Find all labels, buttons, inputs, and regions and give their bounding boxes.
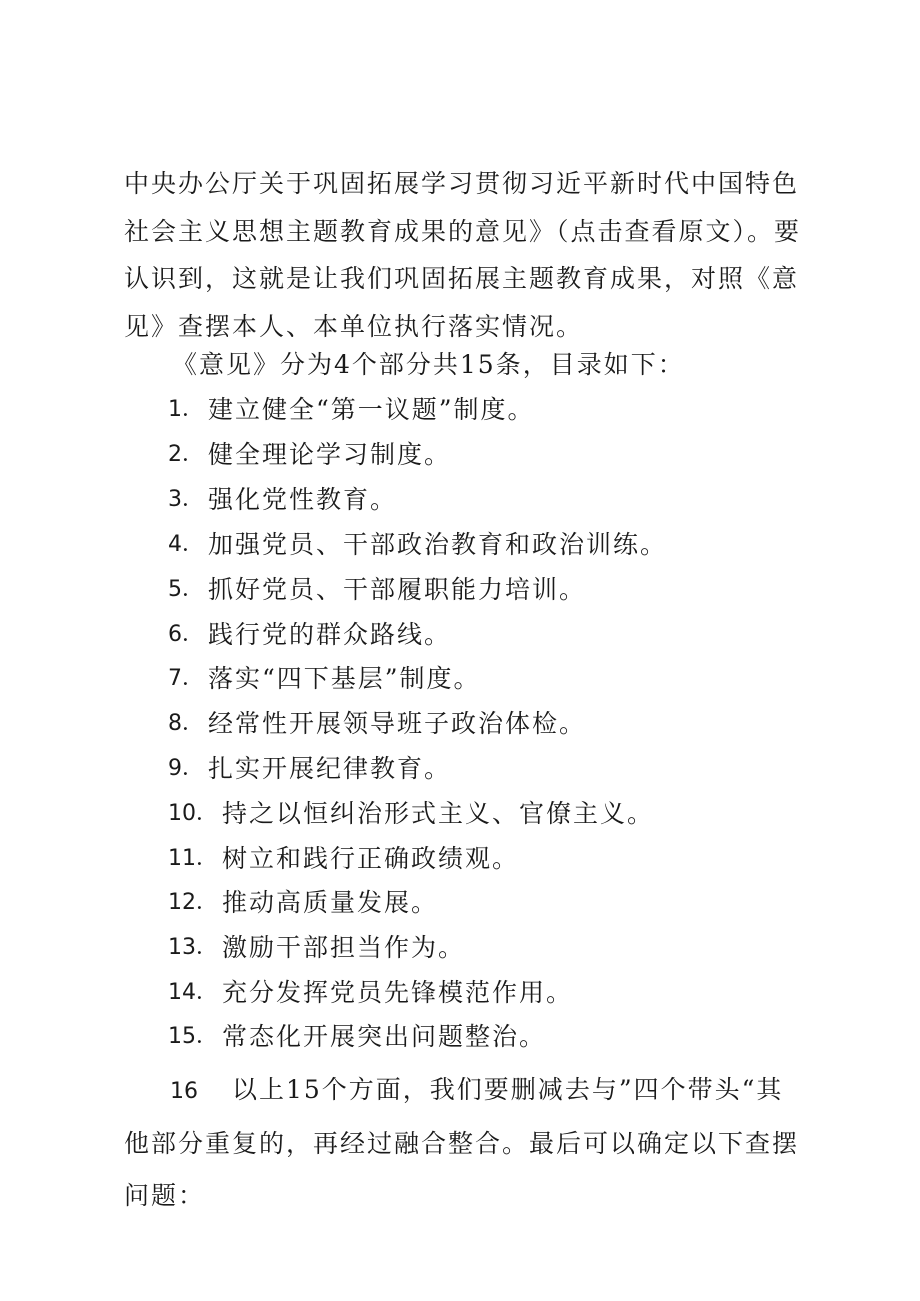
toc-item xyxy=(168,395,535,425)
toc-item-text: 强化党性教育。 xyxy=(208,485,398,514)
toc-item-text: 常态化开展突出问题整治。 xyxy=(222,1022,547,1051)
toc-item-text: 充分发挥党员先锋模范作用。 xyxy=(222,978,574,1007)
toc-item-number: 10． xyxy=(168,801,218,826)
toc-item-text: 激励干部担当作为。 xyxy=(222,933,466,962)
toc-item xyxy=(168,485,397,515)
toc-item-number: 7． xyxy=(168,666,204,691)
toc-item-number: 12． xyxy=(168,890,218,915)
toc-item-number: 11． xyxy=(168,846,218,871)
toc-item xyxy=(168,530,667,560)
closing-text: 以上15个方面，我们要删减去与”四个带头“其他部分重复的，再经过融合整合。最后可以确定以下查摆问题： xyxy=(124,1075,800,1210)
toc-item-text: 经常性开展领导班子政治体检。 xyxy=(208,709,587,738)
toc-item-number: 2． xyxy=(168,442,204,467)
toc-item-text: 加强党员、干部政治教育和政治训练。 xyxy=(208,530,668,559)
toc-item xyxy=(168,440,451,470)
toc-item xyxy=(168,888,438,918)
toc-item xyxy=(168,620,451,650)
intro-paragraph: 中央办公厅关于巩固拓展学习贯彻习近平新时代中国特色社会主义思想主题教育成果的意见》（点击查看原文）。要认识到，这就是让我们巩固拓展主题教育成果，对照《意见》查摆本人、本单位执行落实情况。 xyxy=(124,169,802,341)
toc-item xyxy=(168,754,451,784)
toc-item-text: 扎实开展纪律教育。 xyxy=(208,754,452,783)
toc-item-text: 树立和践行正确政绩观。 xyxy=(222,844,520,873)
toc-item-number: 3． xyxy=(168,487,204,512)
toc-item-text: 建立健全“第一议题”制度。 xyxy=(208,395,535,424)
toc-item-number: 6． xyxy=(168,622,204,647)
toc-item-text: 持之以恒纠治形式主义、官僚主义。 xyxy=(222,799,655,828)
toc-item xyxy=(168,799,654,829)
toc-item-number: 8． xyxy=(168,711,204,736)
toc-item-number: 15． xyxy=(168,1024,218,1049)
toc-item-number: 14． xyxy=(168,980,218,1005)
toc-item xyxy=(168,978,573,1008)
toc-item-number: 4． xyxy=(168,532,204,557)
toc-item-text: 落实“四下基层”制度。 xyxy=(208,664,481,693)
toc-item-number: 13． xyxy=(168,935,218,960)
toc-item-number: 1． xyxy=(168,397,204,422)
toc-item-text: 抓好党员、干部履职能力培训。 xyxy=(208,575,587,604)
toc-item-number: 5． xyxy=(168,577,204,602)
summary-line: 《意见》分为4个部分共15条，目录如下： xyxy=(172,350,685,379)
closing-number: 16 xyxy=(170,1079,198,1104)
toc-item xyxy=(168,575,586,605)
toc-item xyxy=(168,1022,546,1052)
toc-item xyxy=(168,933,465,963)
toc-item-number: 9． xyxy=(168,756,204,781)
toc-item-text: 践行党的群众路线。 xyxy=(208,620,452,649)
toc-item-text: 健全理论学习制度。 xyxy=(208,440,452,469)
toc-item xyxy=(168,844,519,874)
toc-item-text: 推动高质量发展。 xyxy=(222,888,439,917)
toc-item xyxy=(168,709,586,739)
closing-paragraph xyxy=(124,1064,804,1222)
toc-item xyxy=(168,664,481,694)
